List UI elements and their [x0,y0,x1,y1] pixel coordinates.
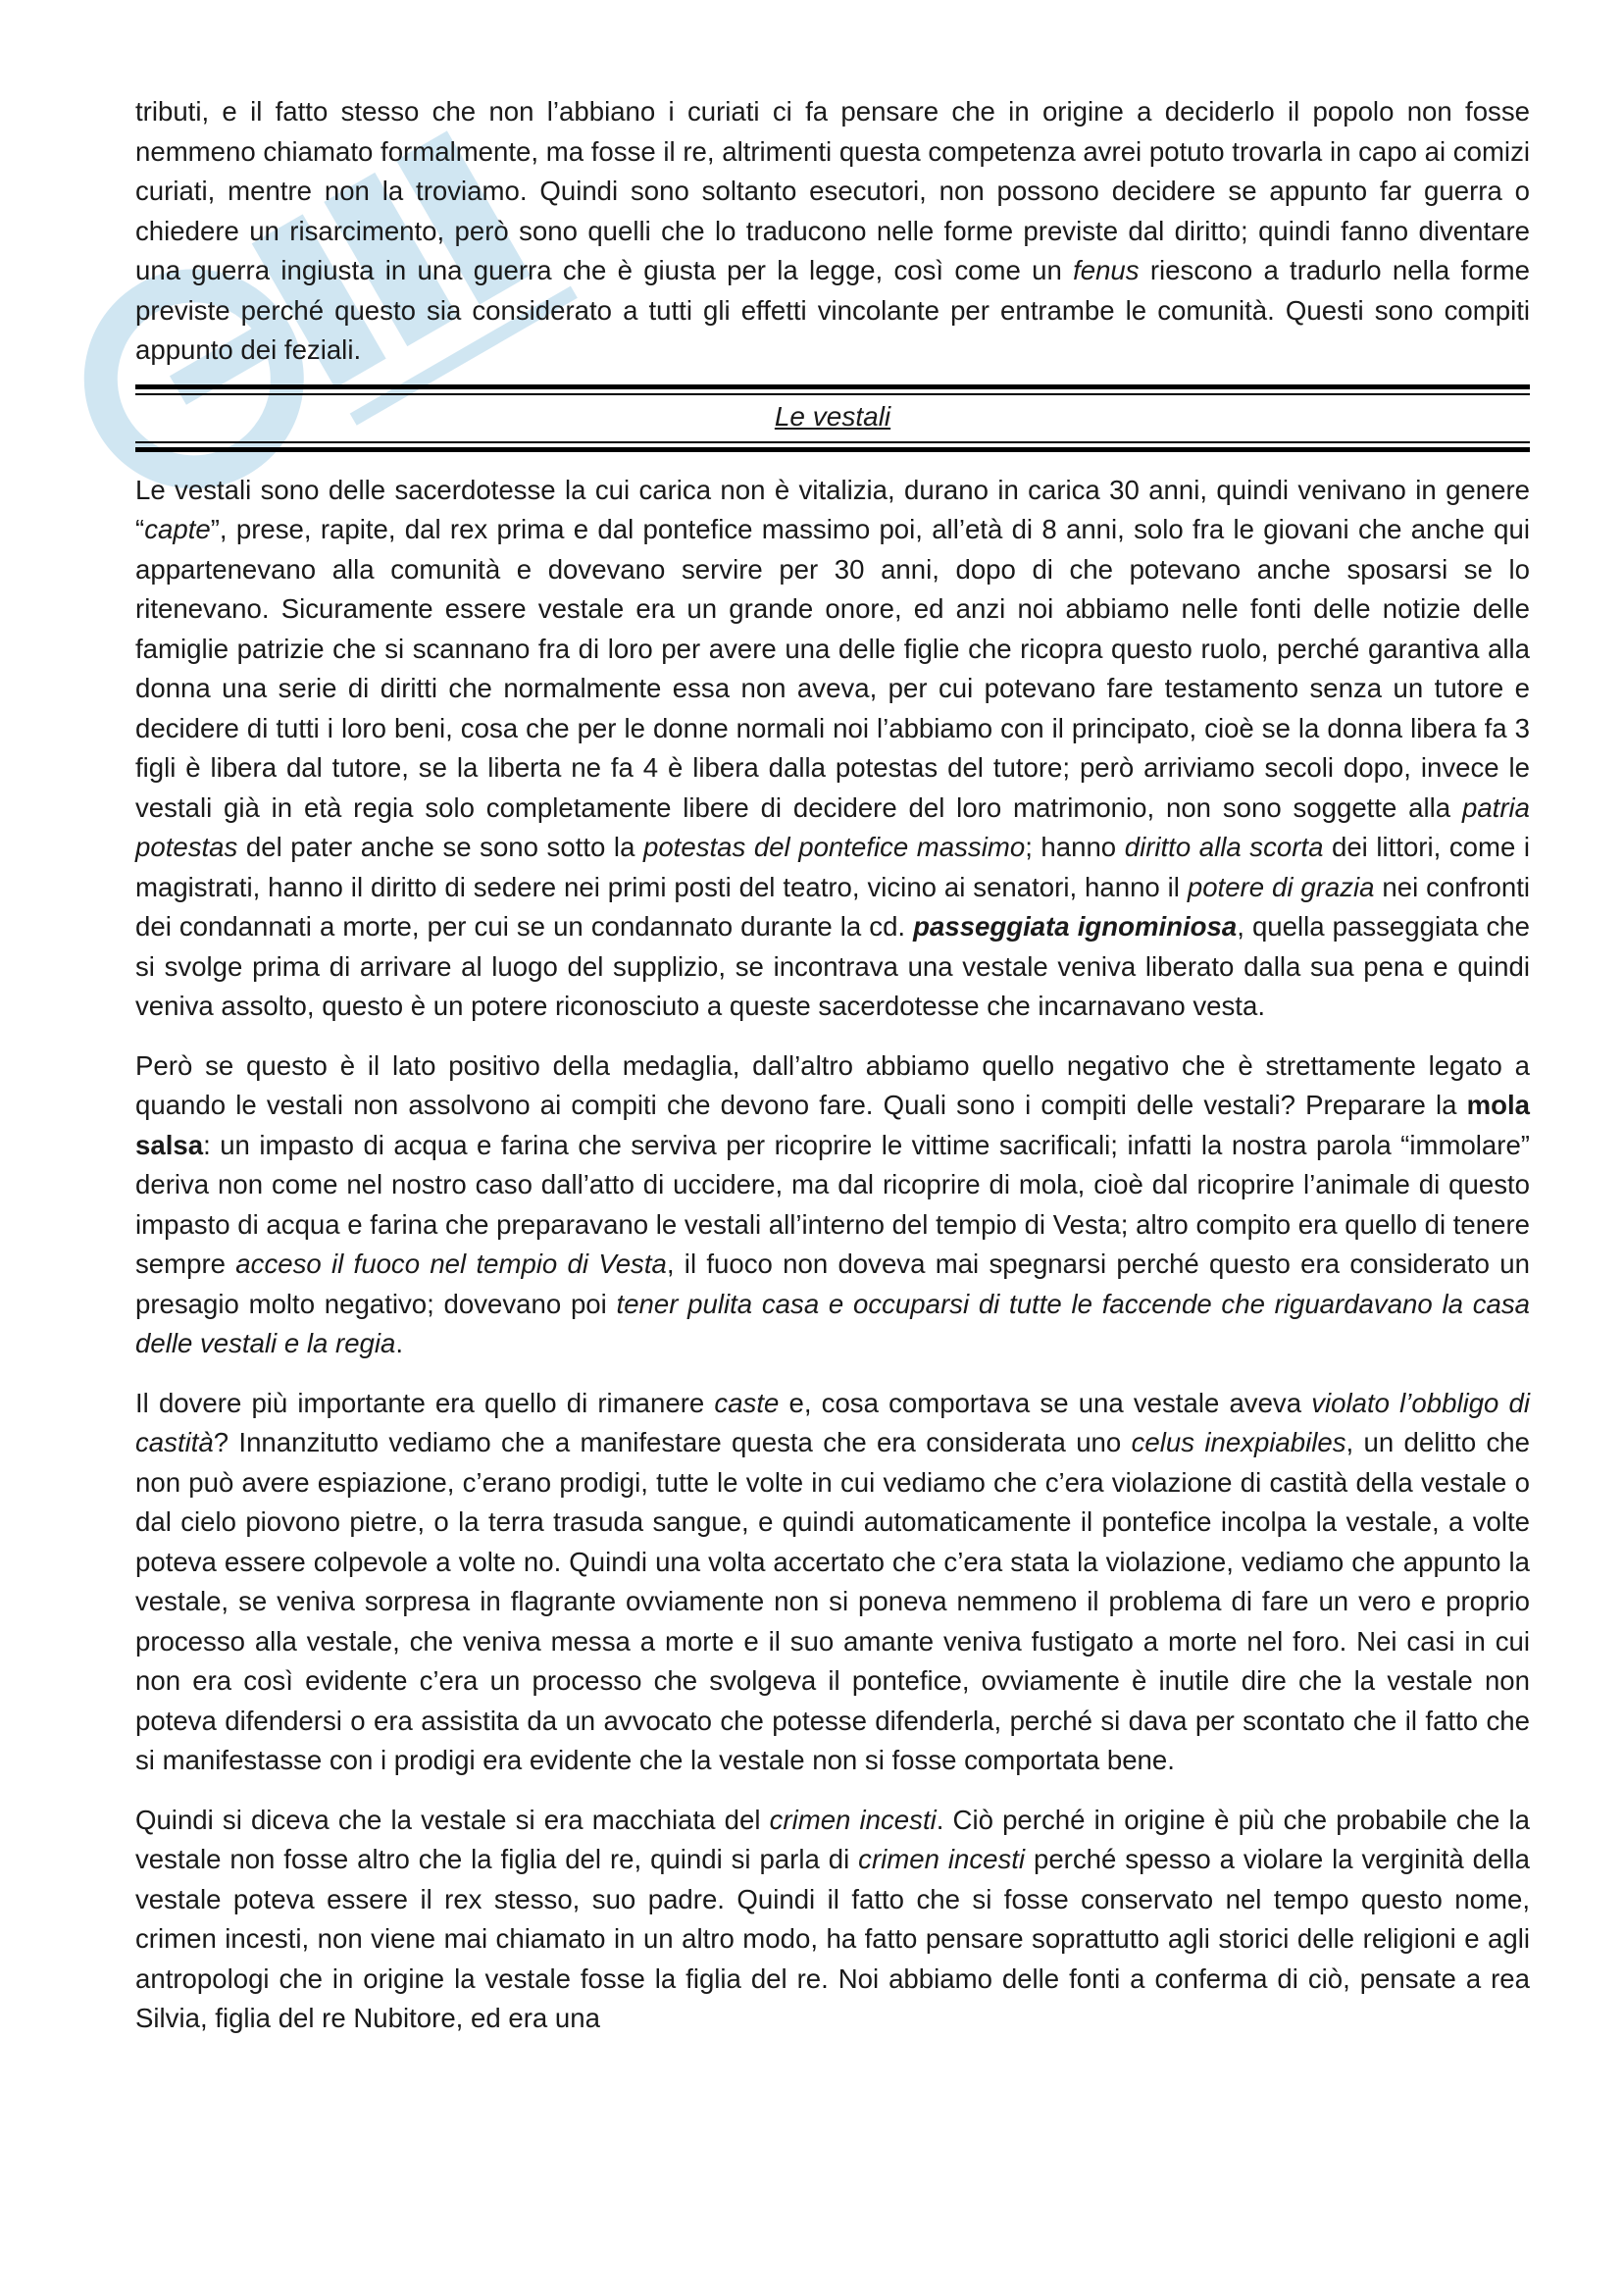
text-run: perché spesso a violare la verginità della vestale poteva essere il rex stesso, suo padre. Quindi il fatto che si fosse conservato nel tempo questo nome, crimen incesti, non viene mai chiamato in un altro modo, ha fatto pensare soprattutto agli storici delle religioni e agli antropologi che in origine la vestale fosse la figlia del re. Noi abbiamo delle fonti a conferma di ciò, pensate a rea Silvia, figlia del re Nubitore, ed era una [135,1844,1530,2033]
heading-rule-bottom-thin [135,441,1530,443]
text-run: del pater anche se sono sotto la [237,832,643,862]
document-page [135,92,1530,2039]
text-run: tributi, e il fatto stesso che non l’abbiano i curiati ci fa pensare che in origine a deciderlo il popolo non fosse nemmeno chiamato formalmente, ma fosse il re, altrimenti questa competenza avrei potuto trovarla in capo ai comizi curiati, mentre non la troviamo. Quindi sono soltanto esecutori, non possono decidere se appunto far guerra o chiedere un risarcimento, però sono quelli che lo traducono nelle forme previste dal diritto; quindi fanno diventare una guerra ingiusta in una guerra che è giusta per la legge, così come un [135,96,1530,285]
paragraph-feziali [135,92,1530,371]
section-heading-block [135,384,1530,455]
heading-rule-top-thin [135,393,1530,395]
emphasis-run: potestas del pontefice massimo [642,832,1026,862]
text-run: . Ciò perché in origine è più che probabile che la vestale non fosse altro che la figlia del re, quindi si parla di [135,1804,1530,1874]
text-run: : un impasto di acqua e farina che serviva per ricoprire le vittime sacrificali; infatti la nostra parola “immolare” deriva non come nel nostro caso dall’atto di uccidere, ma dal ricoprire di mola, cioè dal ricoprire l’animale di questo impasto di acqua e farina che preparavano le vestali all’interno del tempio di Vesta; altro compito era quello di tenere sempre [135,1129,1530,1279]
text-run: ; hanno [1025,832,1125,862]
text-run: , il fuoco non doveva mai spegnarsi perché questo era considerato un presagio molto negativo; dovevano poi [135,1249,1530,1319]
section-heading: Le vestali [774,400,891,432]
emphasis-run: capte [144,514,211,544]
paragraph-vestali-intro [135,471,1530,1027]
text-run: Però se questo è il lato positivo della medaglia, dall’altro abbiamo quello negativo che è strettamente legato a quando le vestali non assolvono ai compiti che devono fare. Quali sono i compiti delle vestali? Preparare la [135,1049,1530,1120]
paragraph-crimen-incesti [135,1801,1530,2039]
emphasis-run: passeggiata ignominiosa [913,911,1238,942]
text-run: ? Innanzitutto vediamo che a manifestare questa che era considerata uno [213,1427,1132,1457]
text-run: , quella passeggiata che si svolge prima di arrivare al luogo del supplizio, se incontrava una vestale veniva liberato dalla sua pena e quindi veniva assolto, questo è un potere riconosciuto a queste sacerdotesse che incarnavano vesta. [135,911,1531,1021]
text-run: Il dovere più importante era quello di rimanere [135,1387,715,1418]
emphasis-run: mola salsa [135,1090,1530,1160]
emphasis-run: tener pulita casa e occuparsi di tutte le faccende che riguardavano la casa delle vestali e la regia [135,1288,1530,1358]
emphasis-run: potere di grazia [1187,871,1375,902]
heading-rule-top-thick [135,384,1530,389]
text-run: , un delitto che non può avere espiazione, c’erano prodigi, tutte le volte in cui vediamo che c’era violazione di castità della vestale o dal cielo piovono pietre, o la terra trasuda sangue, e quindi automaticamente il pontefice incolpa la vestale, a volte poteva essere colpevole a volte no. Quindi una volta accertato che c’era stata la violazione, vediamo che appunto la vestale, se veniva sorpresa in flagrante ovviamente non si poneva nemmeno il problema di fare un vero e proprio processo alla vestale, che veniva messa a morte e il suo amante veniva fustigato a morte nel foro. Nei casi in cui non era così evidente c’era un processo che svolgeva il pontefice, ovviamente è inutile dire che la vestale non poteva difendersi o era assistita da un avvocato che potesse difenderla, perché si dava per scontato che il fatto che si manifestasse con i prodigi era evidente che la vestale non si fosse comportata bene. [135,1427,1530,1775]
text-run: Quindi si diceva che la vestale si era macchiata del [135,1804,770,1835]
paragraph-vestali-compiti [135,1046,1530,1364]
emphasis-run: acceso il fuoco nel tempio di Vesta [235,1249,667,1279]
emphasis-run: patria potestas [135,791,1530,862]
text-run: . [395,1328,404,1358]
text-run: ”, prese, rapite, dal rex prima e dal pontefice massimo poi, all’età di 8 anni, solo fra le giovani che anche qui appartenevano alla comunità e dovevano servire per 30 anni, dopo di che potevano anche sposarsi se lo ritenevano. Sicuramente essere vestale era un grande onore, ed anzi noi abbiamo nelle fonti delle notizie delle famiglie patrizie che si scannano fra di loro per avere una delle figlie che ricopra questo ruolo, perché garantiva alla donna una serie di diritti che normalmente essa non aveva, per cui potevano fare testamento senza un tutore e decidere di tutti i loro beni, cosa che per le donne normali noi l’abbiamo con il principato, cioè se la donna libera fa 3 figli è libera dal tutore, se la liberta ne fa 4 è libera dalla potestas del tutore; però arriviamo secoli dopo, invece le vestali già in età regia solo completamente libere di decidere del loro matrimonio, non sono soggette alla [135,514,1530,823]
heading-rule-bottom-thick [135,447,1530,452]
text-run: Le vestali sono delle sacerdotesse la cui carica non è vitalizia, durano in carica 30 anni, quindi venivano in genere “ [135,474,1530,544]
text-run: e, cosa comportava se una vestale aveva [779,1387,1312,1418]
text-run: dei littori, come i magistrati, hanno il diritto di sedere nei primi posti del teatro, vicino ai senatori, hanno il [135,832,1531,902]
emphasis-run: caste [714,1387,780,1418]
emphasis-run: crimen incesti [858,1844,1026,1874]
paragraph-vestali-castita [135,1384,1530,1781]
emphasis-run: fenus [1073,255,1140,285]
emphasis-run: violato l’obbligo di castità [135,1387,1531,1457]
emphasis-run: diritto alla scorta [1124,832,1324,862]
emphasis-run: crimen incesti [769,1804,937,1835]
emphasis-run: celus inexpiabiles [1131,1427,1346,1457]
text-run: nei confronti dei condannati a morte, per cui se un condannato durante la cd. [135,871,1530,942]
text-run: riescono a tradurlo nella forme previste perché questo sia considerato a tutti gli effetti vincolante per entrambe le comunità. Questi sono compiti appunto dei feziali. [135,255,1530,365]
